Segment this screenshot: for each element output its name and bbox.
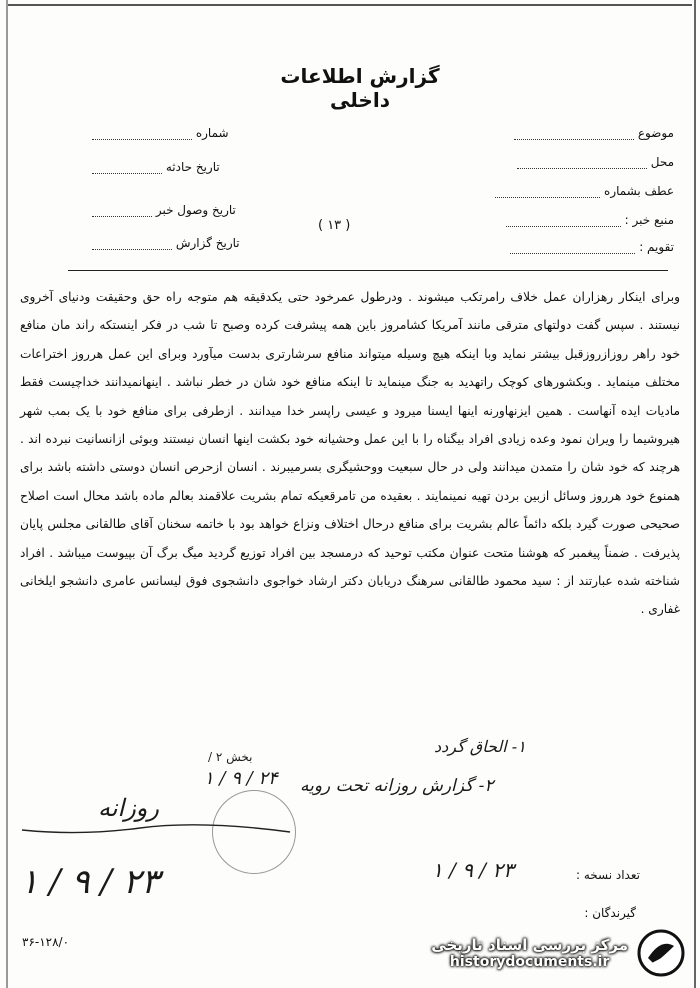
field-received-date-line xyxy=(92,216,152,217)
field-subject-line xyxy=(514,139,634,140)
field-source-label: منبع خبر : xyxy=(624,213,674,227)
field-received-date-label: تاریخ وصول خبر xyxy=(155,203,236,217)
scan-left-edge xyxy=(6,0,8,988)
logo-line-2: historydocuments.ir xyxy=(449,954,610,970)
field-calendar-line xyxy=(510,253,635,254)
field-report-date-line xyxy=(92,249,172,250)
field-place xyxy=(517,155,674,169)
field-reference-line xyxy=(495,197,600,198)
field-source xyxy=(506,213,674,227)
field-calendar xyxy=(510,240,674,254)
field-subject-label: موضوع xyxy=(637,126,674,140)
field-incident-date-line xyxy=(92,173,162,174)
scan-top-edge xyxy=(8,4,692,16)
field-place-line xyxy=(517,168,647,169)
note-line-1: ۱- الحاق گردد xyxy=(434,737,526,756)
recipients-label: گیرندگان : xyxy=(584,906,636,920)
section-label: بخش ۲ / xyxy=(208,750,253,764)
field-reference xyxy=(495,184,674,198)
logo-line-1: مرکز بررسی اسناد تاریخی xyxy=(431,936,628,954)
field-number-line xyxy=(92,139,192,140)
scan-right-edge xyxy=(694,0,696,988)
copy-date: ۲۳ / ۹ / ۱ xyxy=(432,858,514,882)
left-date: ۲۳ / ۹ / ۱ xyxy=(20,862,160,902)
field-incident-date xyxy=(92,160,220,174)
logo-text xyxy=(431,936,628,970)
field-subject xyxy=(514,126,674,140)
field-report-date xyxy=(92,236,240,250)
form-title: گزارش اطلاعات داخلی xyxy=(280,64,440,112)
report-body: وبرای اینکار رهزاران عمل خلاف رامرتکب میشوند . ودرطول عمرخود حتی یکدقیقه هم متوجه راه حق وحقیقت ودنیای آخروی نیستند . سپس گفت دولتهای مترقی مانند آمریکا کشامروز باین همه پیشرفت کرده وصبح تا شب در فکر اینستکه راند مان منافع خود راهر روزازروزقبل بیشتر نماید وبا اینکه هیچ وسیله میتواند منافع سرشارتری بدست میآورد وبرای این عمل هرروز اختراعات مختلف مینماید . وبکشورهای کوچک راتهدید به جنگ مینماید تا اینکه منافع خود شان در خطر نباشد . اینهانمیدانند خداچیست فقط مادیات ایده آنهاست . همین ایزنهاورنه اینها ایسنا میرود و عیسی راپسر خدا میدانند . ازطرفی برای منافع خود با یک بمب شهر هیروشیما را ویران نمود وعده زیادی افراد بیگناه را با این عمل وحشیانه خود بکشت اینها انسان نیستند وبوئی ازانسانیت نبرده اند . هرچند که خود شان را متمدن میدانند ولی در حال سبعیت ووحشیگری بسرمیبرند . انسان ازحرص انسان دوستی داشته باشد برای همنوع خود هرروز وسائل ازبین بردن تهیه نمینمایند . بعقیده من تامرقعیکه تمام بشریت علاقمند بعالم ماده باشد محال است اصلاح صحیحی صورت گیرد بلکه دائماً عالم بشریت برای منافع درحال اختلاف ونزاع خواهد بود با خاتمه سخنان آقای طالقانی مجلس پایان پذیرفت . ضمناً پیغمبر که هوشنا متحت عنوان مکتب توحید که درمسجد بین افراد توزیع گردید میگ برگ آن بپیوست میباشد . افراد شناخته شده عبارتند از : سید محمود طالقانی سرهنگ دریابان دکتر ارشاد خواجوی دانشجوی فوق لیسانس عامری دانشجو ایلخانی غفاری . xyxy=(20,290,680,617)
field-number-label: شماره xyxy=(195,126,229,140)
header-divider xyxy=(68,270,668,271)
field-reference-label: عطف بشماره xyxy=(604,184,674,198)
source-value: ( ۱۳ ) xyxy=(318,218,351,233)
reference-number: ۳۶-۱۲۸/۰ xyxy=(22,935,70,949)
left-note: روزانه xyxy=(98,794,159,822)
field-number xyxy=(92,126,229,140)
field-incident-date-label: تاریخ حادثه xyxy=(165,160,220,174)
archive-logo-icon xyxy=(636,928,686,978)
field-report-date-label: تاریخ گزارش xyxy=(175,236,240,250)
copies-label: تعداد نسخه : xyxy=(575,868,640,882)
note-line-2: ۲- گزارش روزانه تحت رویه xyxy=(300,776,494,796)
section-date: ۲۴ / ۹ / ۱ xyxy=(204,768,278,789)
archive-logo xyxy=(396,924,686,982)
field-place-label: محل xyxy=(650,155,674,169)
field-received-date xyxy=(92,203,236,217)
signature-stroke xyxy=(20,810,300,850)
field-source-line xyxy=(506,226,621,227)
field-calendar-label: تقویم : xyxy=(639,240,674,254)
